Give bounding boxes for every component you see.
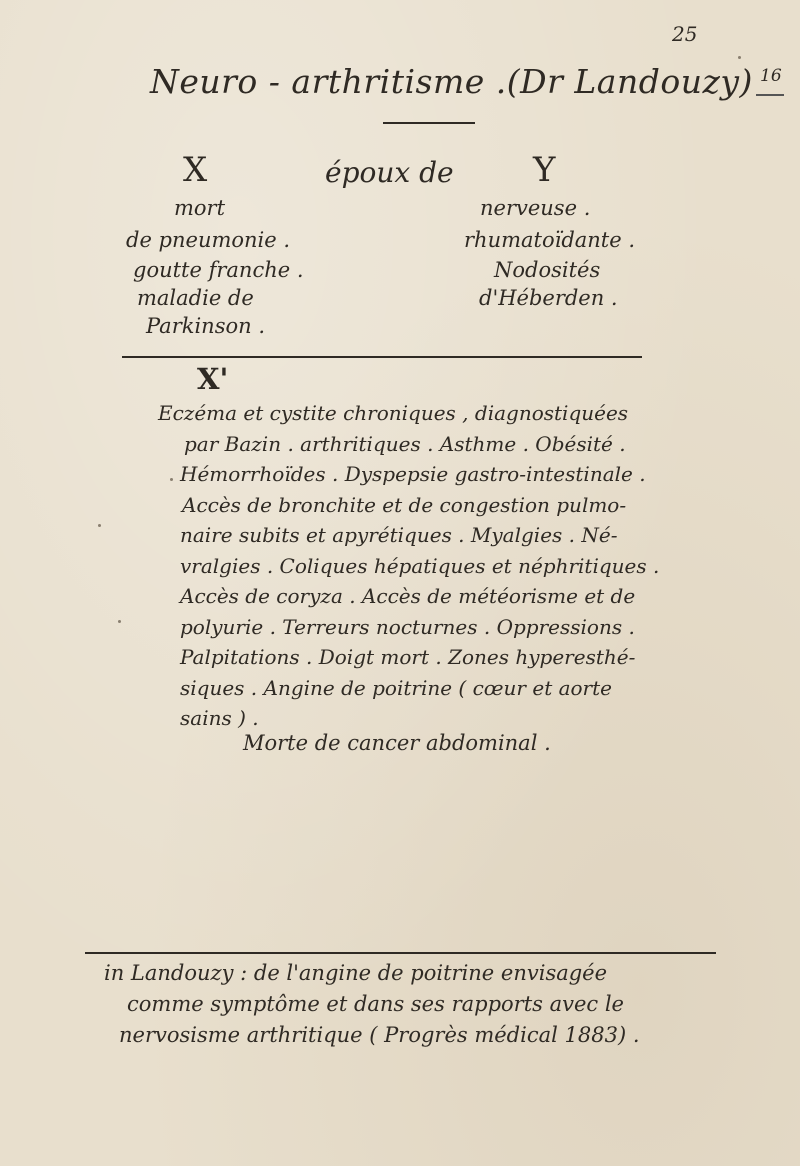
history-line: sains ) . [180, 706, 259, 730]
y-line-3: Nodosités [494, 258, 601, 282]
paper-speck [98, 524, 101, 527]
footnote-line: nervosisme arthritique ( Progrès médical 1883) . [119, 1023, 640, 1047]
history-line: polyurie . Terreurs nocturnes . Oppressions . [180, 614, 635, 639]
x-line-4: maladie de [137, 286, 254, 310]
paper-speck [118, 620, 121, 623]
section-rule [122, 356, 642, 358]
footnote-rule [85, 952, 716, 954]
x-line-3: goutte franche . [133, 258, 304, 282]
death-note: Morte de cancer abdominal . [243, 731, 551, 755]
history-line: Accès de bronchite et de congestion pulmo- [182, 492, 627, 517]
history-line: naire subits et apyrétiques . Myalgies . Né- [180, 523, 618, 547]
child-history [158, 398, 718, 734]
side-number: 16 [760, 66, 782, 86]
paper-speck [738, 56, 741, 59]
title-rule [383, 122, 475, 124]
parent-y-label: Y [533, 150, 556, 190]
history-line: Palpitations . Doigt mort . Zones hyperesthé- [180, 645, 636, 669]
history-line: siques . Angine de poitrine ( cœur et aorte [180, 675, 612, 700]
x-line-1: mort [174, 196, 226, 220]
parent-x-label: X [183, 150, 208, 190]
footnote-line: in Landouzy : de l'angine de poitrine envisagée [104, 961, 608, 985]
x-line-2: de pneumonie . [126, 228, 291, 252]
history-line: Hémorrhoïdes . Dyspepsie gastro-intestinale . [180, 462, 646, 486]
page-title: Neuro - arthritisme .(Dr Landouzy) [150, 62, 753, 101]
footnote [104, 958, 640, 1051]
history-line: vralgies . Coliques hépatiques et néphritiques . [180, 553, 660, 578]
history-line: Eczéma et cystite chroniques , diagnostiquées [158, 401, 629, 425]
footnote-line: comme symptôme et dans ses rapports avec le [127, 992, 624, 1016]
relation-label: époux de [325, 156, 454, 189]
history-line: par Bazin . arthritiques . Asthme . Obésité . [184, 431, 626, 456]
y-line-2: rhumatoïdante . [464, 228, 636, 252]
y-line-4: d'Héberden . [479, 286, 618, 310]
x-line-5: Parkinson . [146, 314, 266, 338]
history-line: Accès de coryza . Accès de météorisme et de [180, 584, 636, 608]
y-line-1: nerveuse . [480, 196, 591, 220]
child-label: X' [197, 362, 229, 396]
page-number: 25 [672, 22, 698, 46]
paper-speck [170, 478, 173, 481]
side-number-underline [756, 94, 784, 96]
